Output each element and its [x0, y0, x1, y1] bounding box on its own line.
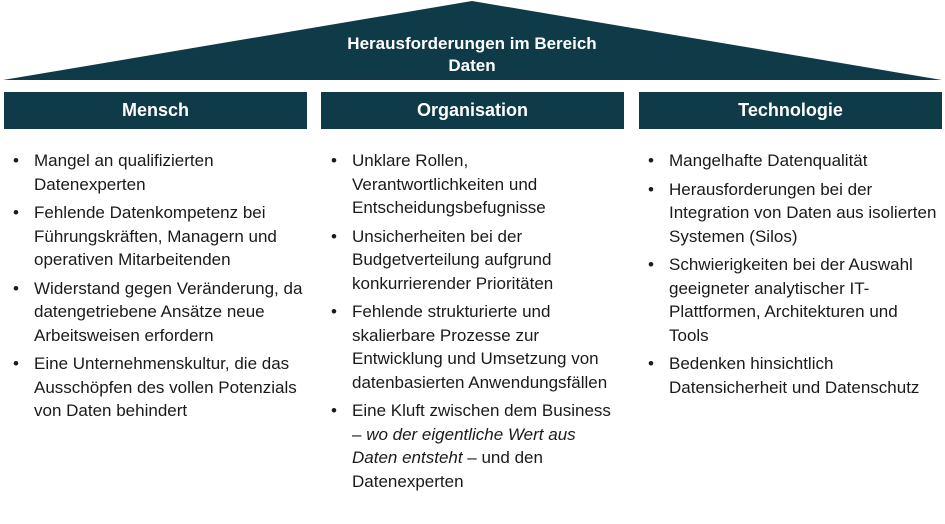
- list-item: • Fehlende Datenkompetenz bei Führungskräften, Managern und operativen Mitarbeitenden: [10, 201, 305, 272]
- list-item: • Eine Unternehmenskultur, die das Ausschöpfen des vollen Potenzials von Daten behindert: [10, 352, 305, 423]
- column-list-mensch: [10, 149, 305, 428]
- roof-title-line-1: Herausforderungen im Bereich: [347, 34, 597, 53]
- roof-title-line-2: Daten: [448, 56, 496, 75]
- list-item: • Schwierigkeiten bei der Auswahl geeigneter analytischer IT-Plattformen, Architekturen und Tools: [645, 253, 940, 347]
- list-item: • Fehlende strukturierte und skalierbare Prozesse zur Entwicklung und Umsetzung von datenbasierten Anwendungsfällen: [328, 300, 623, 394]
- list-item: • Mangelhafte Datenqualität: [645, 149, 940, 173]
- column-header-mensch: Mensch: [4, 92, 307, 129]
- list-item-text: – und den Datenexperten: [352, 448, 543, 491]
- roof-title: [272, 33, 672, 77]
- column-header-organisation: Organisation: [321, 92, 624, 129]
- column-list-organisation: [328, 149, 623, 498]
- list-item: • Widerstand gegen Veränderung, da datengetriebene Ansätze neue Arbeitsweisen erfordern: [10, 277, 305, 348]
- list-item-text: Eine Kluft zwischen dem Business –: [352, 401, 611, 444]
- list-item-italic-text: wo der eigentliche Wert aus Daten entsteht: [352, 424, 576, 467]
- column-header-technologie: Technologie: [639, 92, 942, 129]
- list-item: • Mangel an qualifizierten Datenexperten: [10, 149, 305, 196]
- list-item: • Bedenken hinsichtlich Datensicherheit und Datenschutz: [645, 352, 940, 399]
- list-item: • Herausforderungen bei der Integration von Daten aus isolierten Systemen (Silos): [645, 178, 940, 249]
- list-item: • Unsicherheiten bei der Budgetverteilung aufgrund konkurrierender Prioritäten: [328, 225, 623, 296]
- list-item: [328, 399, 623, 493]
- column-list-technologie: [645, 149, 940, 404]
- list-item: • Unklare Rollen, Verantwortlichkeiten und Entscheidungsbefugnisse: [328, 149, 623, 220]
